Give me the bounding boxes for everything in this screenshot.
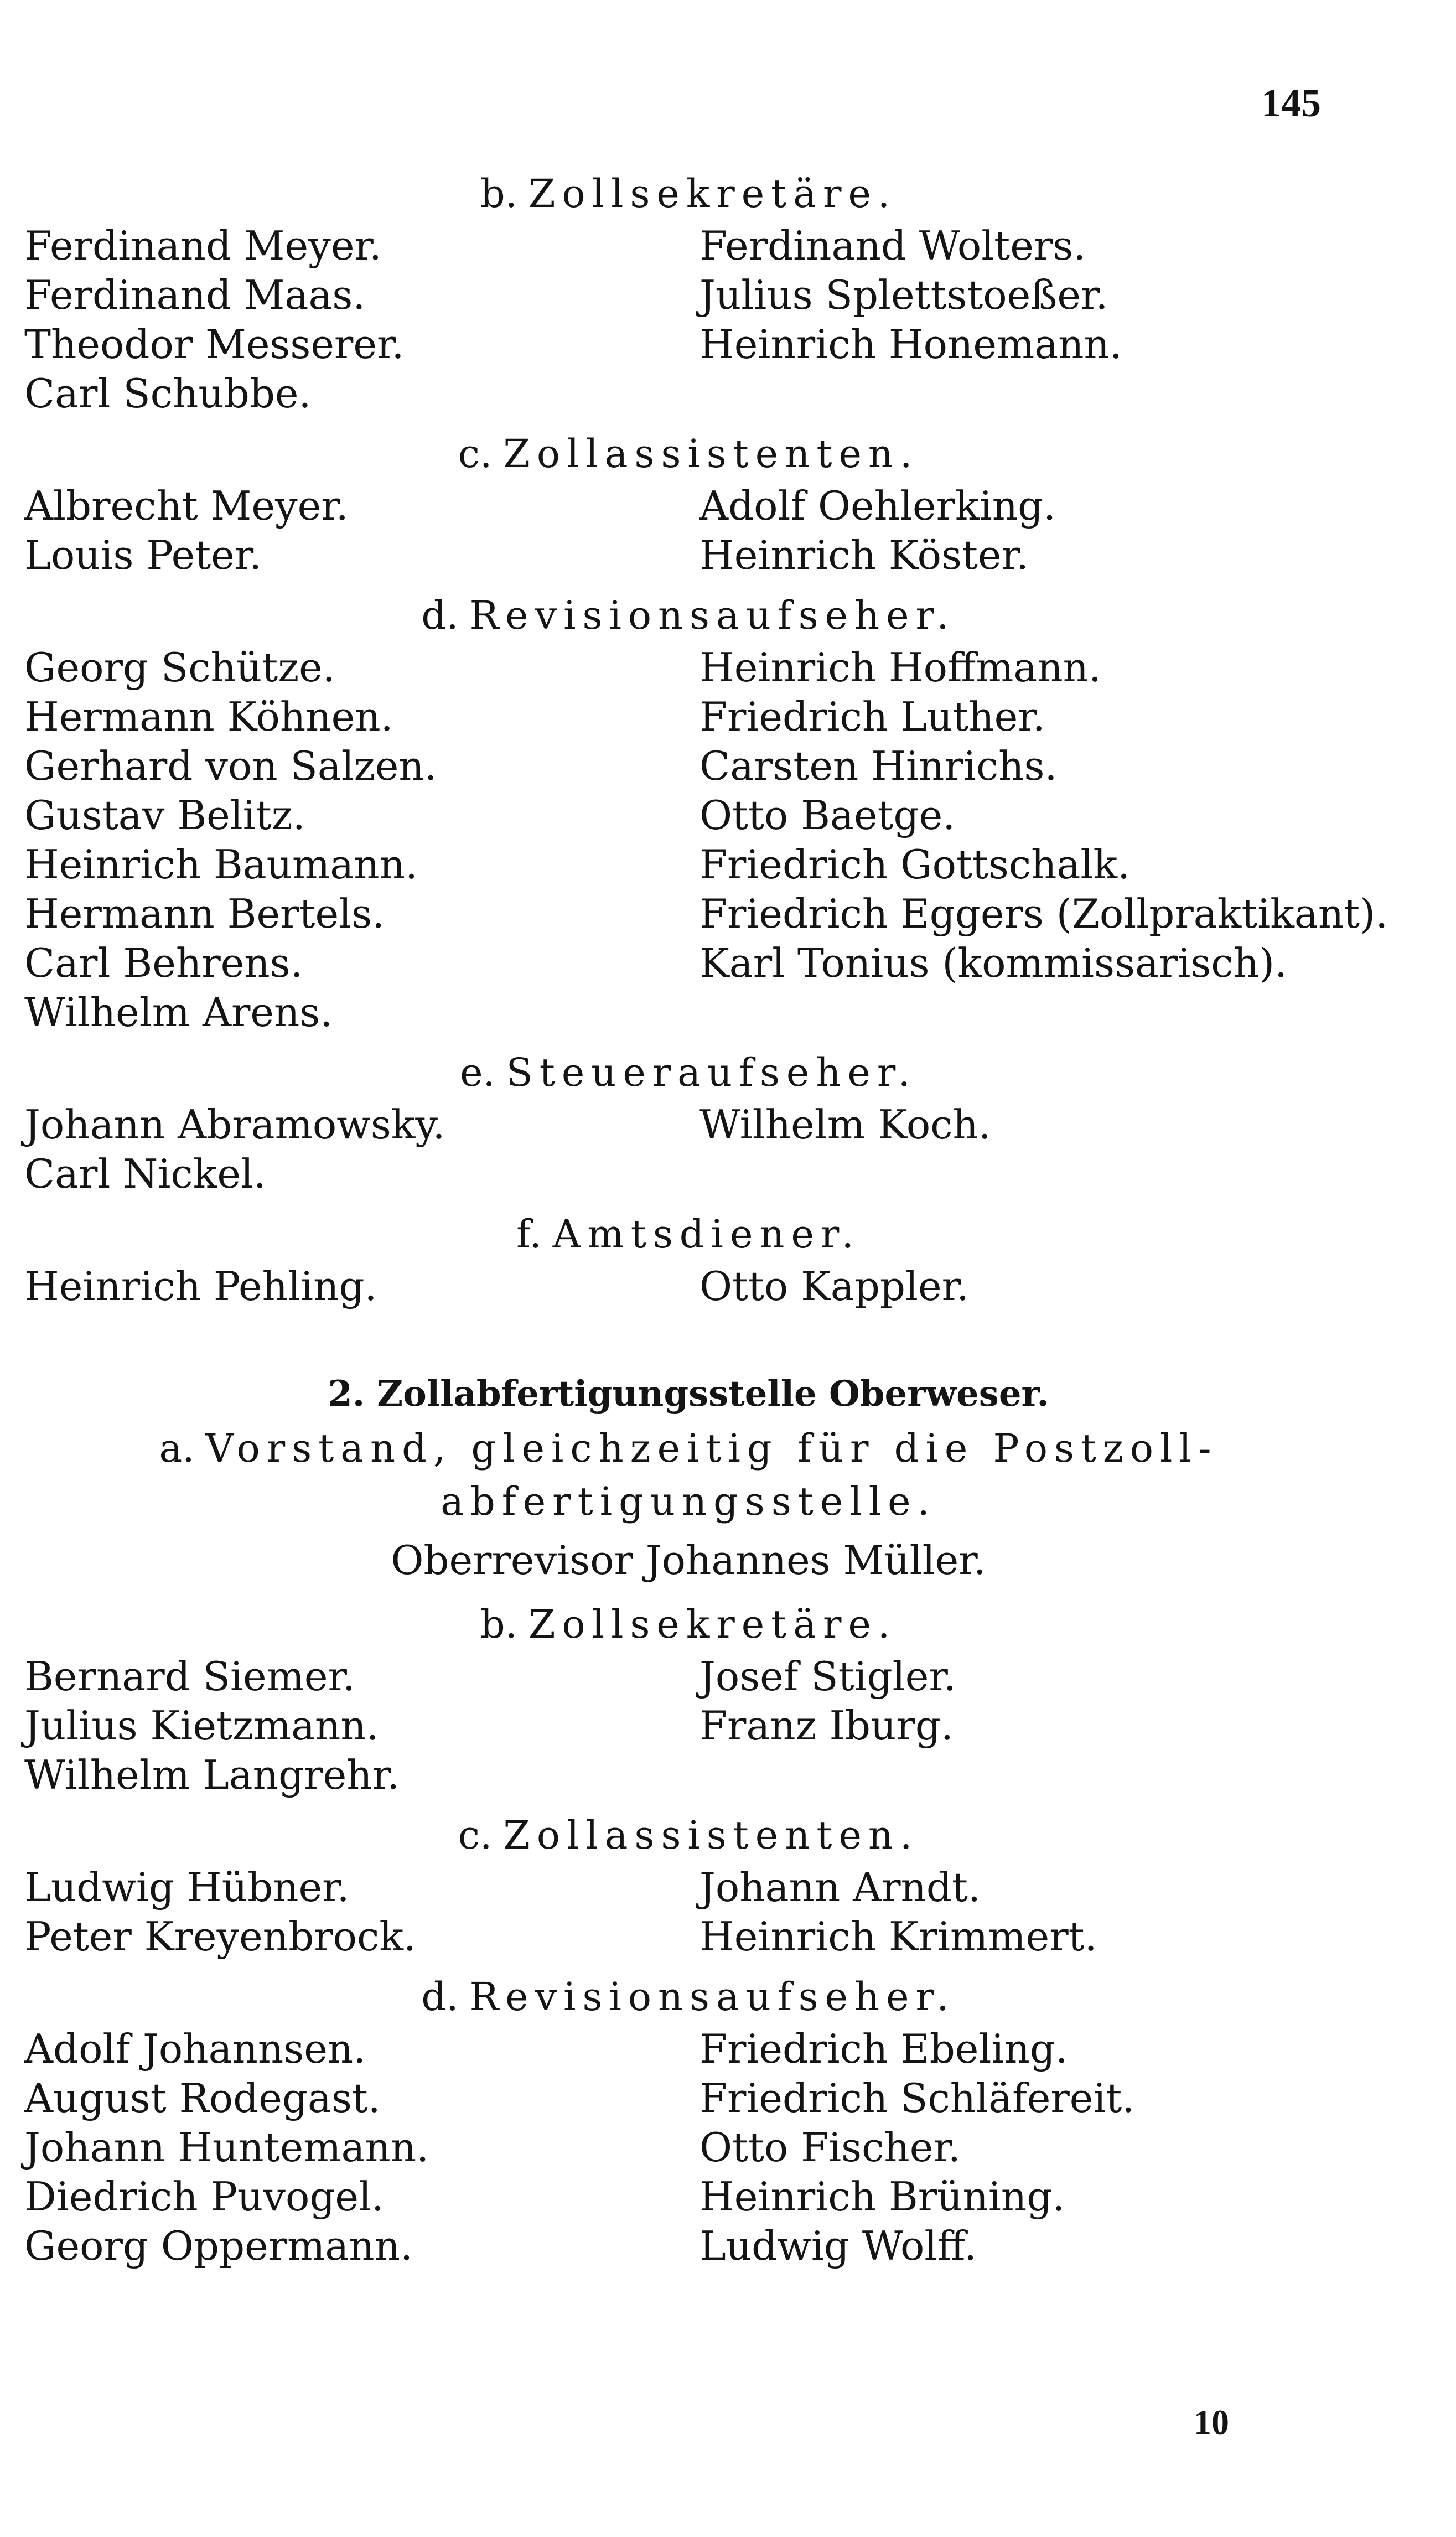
name-list <box>24 1262 1353 1311</box>
top-sections <box>24 166 1388 1311</box>
department-sections <box>24 1597 1353 2271</box>
name-entry: Georg Oppermann. <box>24 2223 413 2269</box>
signature-mark: 10 <box>1194 2403 1229 2442</box>
name-entry: Ferdinand Maas. <box>24 272 366 318</box>
name-list <box>24 643 1388 1037</box>
name-entry: Otto Fischer. <box>699 2124 961 2171</box>
name-entry: Heinrich Hoffmann. <box>699 644 1101 691</box>
name-entry: Ludwig Hübner. <box>24 1864 350 1910</box>
section-letter: b. <box>480 171 517 216</box>
name-entry <box>699 1150 1353 1199</box>
name-entry <box>699 1751 1353 1800</box>
name-entry: Friedrich Eggers (Zollpraktikant). <box>699 890 1388 937</box>
section-title: Zollsekretäre. <box>528 171 897 216</box>
section-title: Amtsdiener. <box>552 1211 861 1257</box>
section-title: Zollassistenten. <box>503 1813 919 1858</box>
name-entry: Heinrich Pehling. <box>24 1263 377 1309</box>
name-list <box>24 1863 1353 1961</box>
page-content <box>24 166 1388 2279</box>
section-title: Revisionsaufseher. <box>469 593 956 638</box>
vorstand-heading <box>24 1422 1353 1528</box>
section-title: Zollassistenten. <box>503 431 919 477</box>
section-heading <box>24 1045 1353 1100</box>
name-entry: Gustav Belitz. <box>24 792 305 838</box>
name-entry: Diedrich Puvogel. <box>24 2173 384 2220</box>
name-entry: Adolf Johannsen. <box>24 2026 366 2072</box>
section-letter: e. <box>460 1050 495 1095</box>
name-entry: Johann Arndt. <box>699 1864 981 1910</box>
name-entry: Ferdinand Meyer. <box>24 222 382 269</box>
name-entry: Josef Stigler. <box>699 1653 956 1700</box>
name-entry: Gerhard von Salzen. <box>24 743 437 789</box>
name-entry: Ferdinand Wolters. <box>699 222 1086 269</box>
name-entry: Heinrich Honemann. <box>699 321 1122 367</box>
name-entry: Wilhelm Arens. <box>24 989 333 1035</box>
vorstand-officer: Oberrevisor Johannes Müller. <box>391 1537 986 1583</box>
name-entry: Julius Splettstoeßer. <box>699 272 1108 318</box>
department-heading: 2. Zollabfertigungsstelle Oberweser. <box>328 1373 1049 1415</box>
name-entry: Carl Behrens. <box>24 940 303 986</box>
section-letter: f. <box>516 1211 542 1257</box>
name-entry: Franz Iburg. <box>699 1702 954 1749</box>
vorstand-letter: a. <box>159 1426 195 1471</box>
name-entry: Otto Kappler. <box>699 1263 970 1309</box>
name-entry: Georg Schütze. <box>24 644 335 691</box>
name-entry: Wilhelm Langrehr. <box>24 1752 400 1798</box>
section-letter: d. <box>421 593 459 638</box>
vorstand-heading-line1: Vorstand, gleichzeitig für die Postzoll- <box>205 1426 1218 1471</box>
section-letter: c. <box>458 1813 493 1858</box>
name-entry: Carl Schubbe. <box>24 370 312 417</box>
section-heading <box>24 1808 1353 1863</box>
name-entry: Johann Abramowsky. <box>24 1101 445 1148</box>
name-entry: Louis Peter. <box>24 532 262 578</box>
section-title: Zollsekretäre. <box>528 1602 897 1647</box>
section-heading <box>24 588 1353 643</box>
name-entry: Carsten Hinrichs. <box>699 743 1058 789</box>
name-entry: Bernard Siemer. <box>24 1653 355 1700</box>
name-entry: Heinrich Köster. <box>699 532 1029 578</box>
name-entry: Hermann Bertels. <box>24 890 385 937</box>
name-entry: Hermann Köhnen. <box>24 693 393 740</box>
name-entry <box>699 369 1353 418</box>
name-entry: Theodor Messerer. <box>24 321 405 367</box>
name-entry: Friedrich Schläfereit. <box>699 2075 1135 2121</box>
name-entry: Karl Tonius (kommissarisch). <box>699 940 1287 986</box>
vorstand-heading-line2: abfertigungsstelle. <box>441 1479 936 1524</box>
name-entry: Julius Kietzmann. <box>24 1702 379 1749</box>
name-entry <box>699 988 1353 1037</box>
name-entry: Heinrich Krimmert. <box>699 1913 1097 1960</box>
section-letter: c. <box>458 431 493 477</box>
name-entry: Albrecht Meyer. <box>24 483 349 529</box>
section-letter: b. <box>480 1602 517 1647</box>
section-heading <box>24 426 1353 481</box>
section-title: Steueraufseher. <box>506 1050 917 1095</box>
name-entry: Peter Kreyenbrock. <box>24 1913 416 1960</box>
name-entry: Adolf Oehlerking. <box>699 483 1056 529</box>
name-entry: Otto Baetge. <box>699 792 956 838</box>
section-letter: d. <box>421 1974 459 2020</box>
section-heading <box>24 1969 1353 2025</box>
name-entry: Friedrich Ebeling. <box>699 2026 1068 2072</box>
name-list <box>24 221 1353 418</box>
name-entry: Johann Huntemann. <box>24 2124 429 2171</box>
page-number: 145 <box>1261 81 1321 125</box>
name-list <box>24 1100 1353 1199</box>
name-entry: Friedrich Gottschalk. <box>699 841 1130 888</box>
section-heading <box>24 166 1353 221</box>
name-entry: Wilhelm Koch. <box>699 1101 991 1148</box>
name-entry: Carl Nickel. <box>24 1151 266 1197</box>
name-entry: Friedrich Luther. <box>699 693 1045 740</box>
name-entry: Heinrich Brüning. <box>699 2173 1065 2220</box>
section-title: Revisionsaufseher. <box>469 1974 956 2020</box>
name-list <box>24 1652 1353 1800</box>
name-list <box>24 2025 1353 2271</box>
name-entry: Ludwig Wolff. <box>699 2223 977 2269</box>
name-entry: Heinrich Baumann. <box>24 841 418 888</box>
section-heading <box>24 1597 1353 1652</box>
name-entry: August Rodegast. <box>24 2075 381 2121</box>
name-list <box>24 481 1353 580</box>
section-heading <box>24 1207 1353 1262</box>
